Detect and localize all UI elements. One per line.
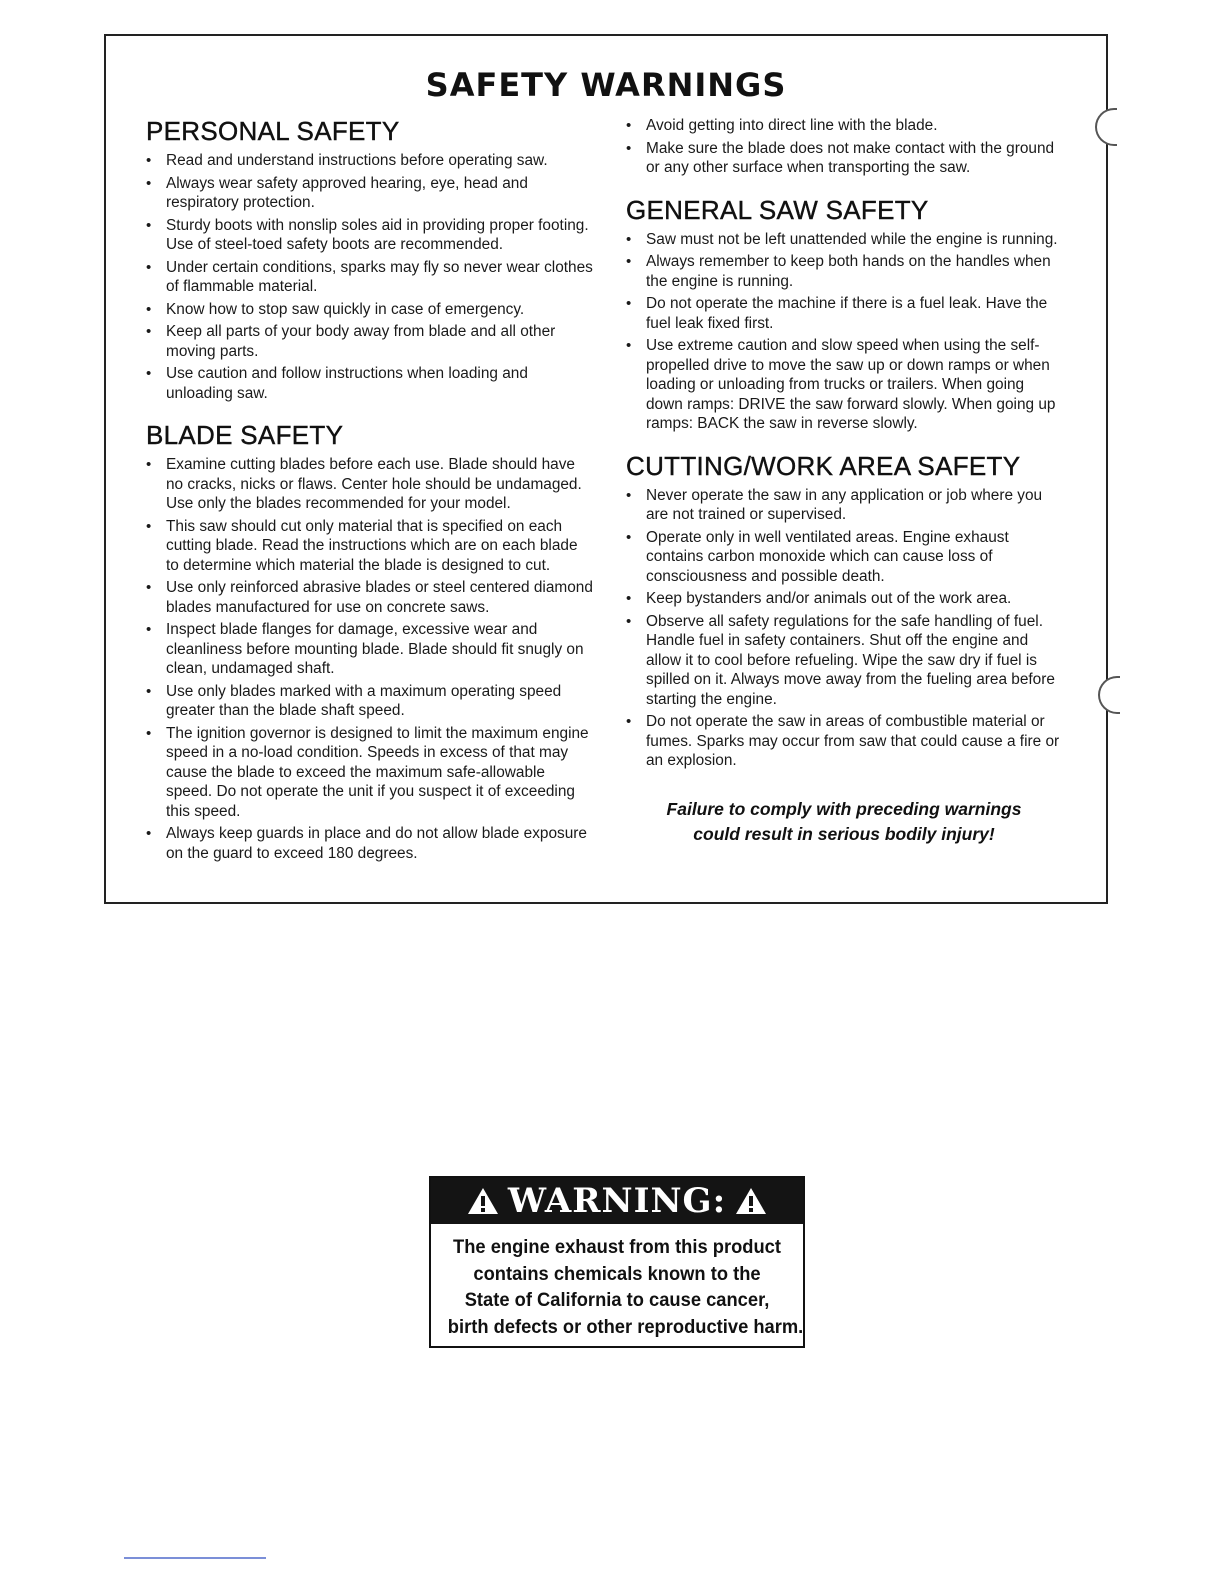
bullet-icon: •: [626, 612, 632, 630]
list-item: • Inspect blade flanges for damage, excessive wear and cleanliness before mounting blade. Blade should fit snugly on clean, undamaged shaft.: [146, 621, 584, 677]
list-item: • Sturdy boots with nonslip soles aid in providing proper footing. Use of steel-toed safety boots are recommended.: [146, 216, 589, 253]
warning-triangle-icon: [466, 1186, 500, 1216]
california-warning-box: [429, 1176, 805, 1348]
list-item: • Use only reinforced abrasive blades or steel centered diamond blades manufactured for use on concrete saws.: [146, 579, 593, 616]
bullet-icon: •: [146, 323, 152, 340]
warning-triangle-icon: [734, 1186, 768, 1216]
bullet-icon: •: [146, 152, 152, 169]
list-item: • Never operate the saw in any application or job where you are not trained or supervised.: [626, 486, 1043, 523]
list-item: • Use caution and follow instructions when loading and unloading saw.: [146, 365, 528, 402]
list-item: • Always remember to keep both hands on the handles when the engine is running.: [626, 253, 1051, 290]
list-item: • Saw must not be left unattended while the engine is running.: [626, 230, 1058, 248]
blade-safety-list: [144, 455, 594, 863]
list-item: • Observe all safety regulations for the safe handling of fuel. Handle fuel in safety containers. Shut off the engine and allow it to cool before refueling. Wipe the saw dry if fuel is spilled on it. Always move away from the fueling area before starting the engine.: [626, 612, 1055, 708]
list-item: • Use only blades marked with a maximum operating speed greater than the blade shaft speed.: [146, 682, 562, 719]
warning-text: [442, 1224, 804, 1340]
bullet-icon: •: [146, 621, 152, 638]
warning-banner-label: WARNING:: [507, 1181, 727, 1221]
bullet-icon: •: [146, 258, 152, 276]
list-item: • Do not operate the saw in areas of combustible material or fumes. Sparks may occur from saw that could cause a fire or an explosion.: [626, 713, 1060, 769]
bullet-icon: •: [146, 825, 152, 842]
left-column: [144, 116, 594, 866]
cutting-work-area-safety-heading: CUTTING/WORK AREA SAFETY: [626, 450, 1021, 481]
warning-line: The engine exhaust from this product: [453, 1236, 781, 1258]
warning-line: birth defects or other reproductive harm.: [447, 1315, 804, 1338]
personal-safety-heading: PERSONAL SAFETY: [146, 116, 400, 146]
bullet-icon: •: [626, 486, 632, 504]
bullet-icon: •: [626, 253, 632, 270]
list-item: • Read and understand instructions before operating saw.: [146, 152, 548, 169]
continued-list: [624, 116, 1064, 178]
bullet-icon: •: [626, 713, 632, 730]
bullet-icon: •: [146, 724, 152, 742]
bullet-icon: •: [626, 590, 632, 607]
bullet-icon: •: [146, 174, 152, 192]
list-item: • Always keep guards in place and do not allow blade exposure on the guard to exceed 180 degrees.: [146, 825, 587, 862]
list-item: • The ignition governor is designed to limit the maximum engine speed in a no-load condition. Speeds in excess of that may cause the blade to exceed the maximum safe-allowable speed. Do not operate the unit if you suspect it of exceeding this speed.: [146, 724, 589, 820]
page-title: SAFETY WARNINGS: [425, 66, 787, 104]
list-item: • Keep bystanders and/or animals out of the work area.: [626, 590, 1012, 607]
bullet-icon: •: [146, 365, 152, 382]
list-item: • Operate only in well ventilated areas. Engine exhaust contains carbon monoxide which can cause loss of consciousness and possible death.: [626, 528, 1009, 585]
bullet-icon: •: [626, 337, 632, 354]
list-item: • Keep all parts of your body away from blade and all other moving parts.: [146, 323, 556, 360]
general-saw-safety-list: [624, 230, 1064, 434]
bullet-icon: •: [626, 139, 632, 157]
safety-warnings-panel: [104, 34, 1108, 904]
bullet-icon: •: [626, 528, 632, 546]
failure-warning-note: [624, 797, 1064, 847]
list-item: • Avoid getting into direct line with the blade.: [626, 117, 938, 134]
warning-banner: [431, 1178, 803, 1224]
scan-artifact-line: [124, 1557, 266, 1559]
general-saw-safety-heading: GENERAL SAW SAFETY: [626, 194, 929, 225]
blade-safety-heading: BLADE SAFETY: [146, 420, 344, 450]
list-item: • Under certain conditions, sparks may fly so never wear clothes of flammable material.: [146, 258, 593, 295]
warning-line: State of California to cause cancer,: [464, 1289, 770, 1311]
bullet-icon: •: [146, 216, 152, 234]
warning-line: contains chemicals known to the: [473, 1262, 761, 1285]
bullet-icon: •: [626, 295, 632, 312]
bullet-icon: •: [146, 517, 152, 535]
personal-safety-list: [144, 151, 594, 403]
bullet-icon: •: [626, 117, 632, 134]
bullet-icon: •: [146, 300, 152, 318]
bullet-icon: •: [626, 230, 632, 248]
right-column: [624, 116, 1064, 847]
failure-note-line: Failure to comply with preceding warnings: [666, 798, 1022, 819]
bullet-icon: •: [146, 579, 152, 596]
failure-note-line: could result in serious bodily injury!: [693, 823, 995, 844]
list-item: • Always wear safety approved hearing, eye, head and respiratory protection.: [146, 174, 528, 211]
list-item: • Use extreme caution and slow speed when using the self-propelled drive to move the saw up or down ramps or when loading or unloading from trucks or trailers. When going down ramps: DRIVE the saw forward slowly. When going up ramps: BACK the saw in reverse slowly.: [626, 337, 1056, 432]
list-item: • Do not operate the machine if there is a fuel leak. Have the fuel leak fixed first.: [626, 295, 1048, 332]
bullet-icon: •: [146, 456, 152, 473]
list-item: • Make sure the blade does not make contact with the ground or any other surface when transporting the saw.: [626, 139, 1055, 176]
list-item: • Examine cutting blades before each use. Blade should have no cracks, nicks or flaws. Center hole should be undamaged. Use only the blades recommended for your model.: [146, 456, 582, 512]
list-item: • Know how to stop saw quickly in case of emergency.: [146, 300, 525, 318]
bullet-icon: •: [146, 682, 152, 700]
cutting-work-area-safety-list: [624, 486, 1064, 771]
list-item: • This saw should cut only material that is specified on each cutting blade. Read the instructions which are on each blade to determine which material the blade is designed to cut.: [146, 517, 578, 574]
